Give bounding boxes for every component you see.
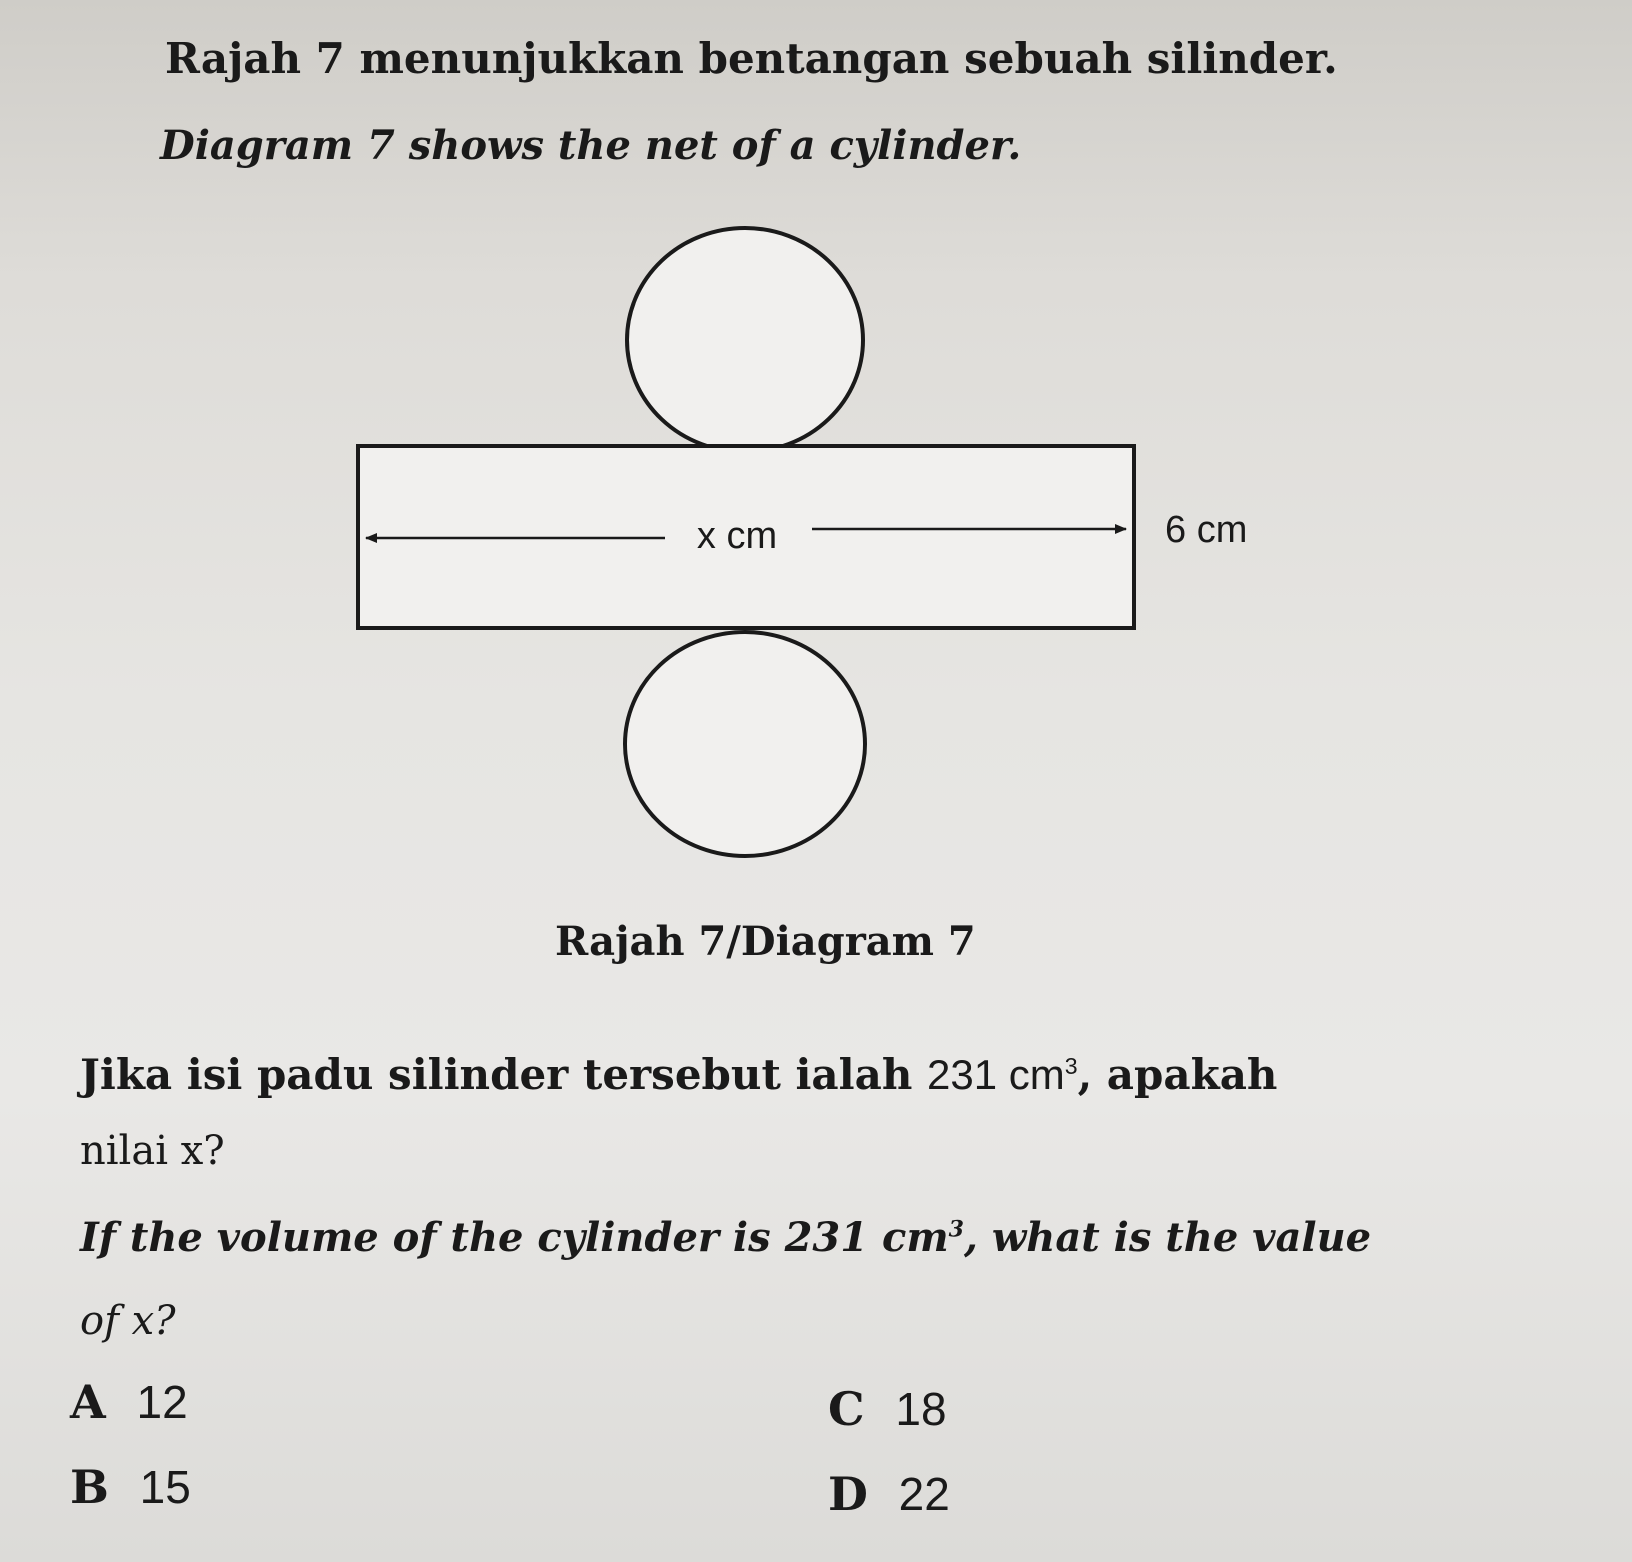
question-malay-tail: , apakah [1077,1050,1278,1099]
height-label: 6 cm [1165,509,1248,551]
question-english-tail: , what is the value [963,1214,1372,1261]
option-b-letter: B [70,1460,109,1514]
question-malay-line1 [80,1050,1277,1099]
option-d[interactable] [828,1467,950,1521]
question-english-line2: of x? [80,1298,176,1344]
volume-value-malay: 231 cm [926,1051,1065,1098]
bottom-circle [625,632,865,856]
question-malay-text: Jika isi padu silinder tersebut ialah [80,1050,927,1099]
question-english-line1 [80,1214,1371,1261]
option-a-value: 12 [136,1376,188,1428]
option-b-value: 15 [139,1461,191,1513]
question-malay-line2: nilai x? [80,1128,225,1174]
option-c-letter: C [828,1382,865,1436]
option-c[interactable] [828,1382,947,1436]
option-b[interactable] [70,1460,191,1514]
option-a-letter: A [70,1375,106,1429]
option-c-value: 18 [895,1383,947,1435]
question-english-text: If the volume of the cylinder is [80,1214,785,1261]
top-circle [627,228,863,452]
volume-exponent-malay: 3 [1064,1053,1078,1079]
width-label: x cm [696,515,778,557]
intro-english: Diagram 7 shows the net of a cylinder. [160,122,1022,169]
volume-exponent-english: 3 [948,1216,964,1243]
option-d-value: 22 [898,1468,950,1520]
option-d-letter: D [828,1467,868,1521]
diagram-caption: Rajah 7/Diagram 7 [555,918,976,965]
option-a[interactable] [70,1375,188,1429]
volume-value-english: 231 cm [784,1214,949,1261]
intro-malay: Rajah 7 menunjukkan bentangan sebuah silinder. [165,34,1338,83]
